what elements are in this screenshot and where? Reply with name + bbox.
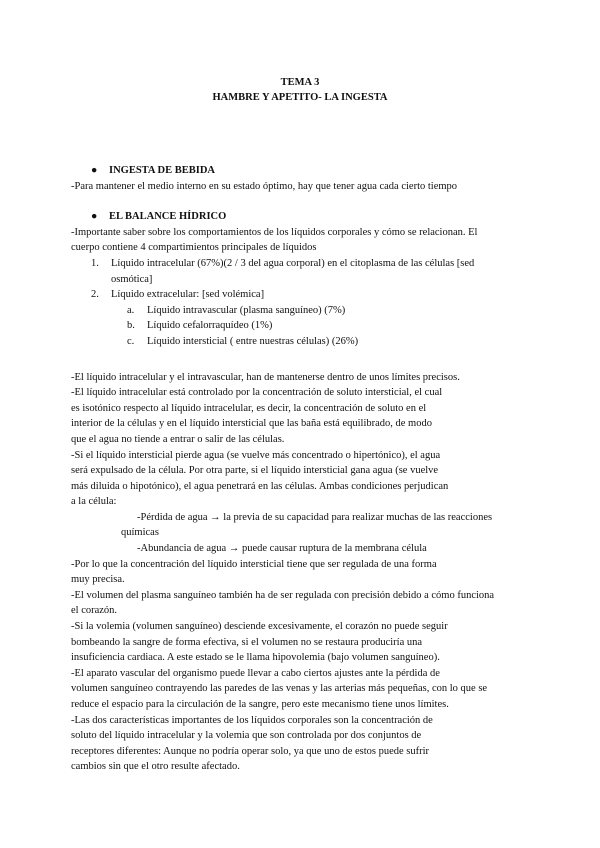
consequence-loss-continuation <box>71 525 531 541</box>
section-heading-balance <box>71 209 531 225</box>
body-line: muy precisa. <box>71 574 125 586</box>
body-line: volumen sanguíneo contrayendo las paredes de las venas y las arterias más pequeñas, con lo que se <box>71 683 488 695</box>
paragraph: -Importante saber sobre los comportamientos de los líquidos corporales y cómo se relacionan. El <box>71 226 478 238</box>
sub-item-text: Líquido intravascular (plasma sanguíneo) (7%) <box>147 304 346 316</box>
body-block-2 <box>71 557 531 775</box>
body-line: insuficiencia cardiaca. A este estado se le llama hipovolemia (bajo volumen sanguíneo). <box>71 652 440 664</box>
paragraph: cuerpo contiene 4 compartimientos principales de líquidos <box>71 242 317 254</box>
tema-label: TEMA 3 <box>280 77 320 88</box>
bullet-icon: ● <box>91 211 98 223</box>
section-heading-text: INGESTA DE BEBIDA <box>109 165 216 176</box>
body-line: -Si la volemia (volumen sanguíneo) desciende excesivamente, el corazón no puede seguir <box>71 621 448 633</box>
body-line: el corazón. <box>71 605 118 617</box>
item-text: Líquido intracelular (67%)(2 / 3 del agua corporal) en el citoplasma de las células [sed <box>111 257 475 269</box>
body-line: soluto del líquido intracelular y la volemia que son controlada por dos conjuntos de <box>71 730 422 742</box>
body-line: que el agua no tiende a entrar o salir de las células. <box>71 433 285 445</box>
item-number: 1. <box>91 257 99 269</box>
section-heading-ingesta <box>71 163 531 179</box>
title-block <box>0 75 600 105</box>
body-line: interior de la células y en el líquido intersticial que las baña está equilibrado, de modo <box>71 418 432 430</box>
body-line: -El volumen del plasma sanguíneo también ha de ser regulada con precisión debido a cómo funciona <box>71 589 495 601</box>
section-heading-text: EL BALANCE HÍDRICO <box>109 211 227 223</box>
body-block-1 <box>71 370 531 510</box>
sub-item-letter: c. <box>127 335 135 347</box>
consequence-excess <box>71 541 531 557</box>
body-line: -El líquido intracelular está controlado por la concentración de soluto intersticial, el cual <box>71 387 443 399</box>
body-line: más diluida o hipotónico), el agua penetrará en las células. Ambas condiciones perjudican <box>71 480 449 492</box>
document-body <box>71 163 531 775</box>
item-text: osmótica] <box>111 273 153 285</box>
body-line: bombeando la sangre de forma efectiva, si el volumen no se restaura produciría una <box>71 636 423 648</box>
consequence-loss <box>71 510 531 526</box>
body-line: -El líquido intracelular y el intravascular, han de mantenerse dentro de unos límites precisos. <box>71 371 460 383</box>
bullet-icon: ● <box>91 165 98 176</box>
body-line: -Por lo que la concentración del líquido intersticial tiene que ser regulada de una forma <box>71 558 437 570</box>
body-line: reduce el espacio para la circulación de la sangre, pero este mecanismo tiene unos límites. <box>71 699 449 710</box>
item-number: 2. <box>91 289 99 301</box>
body-line: -Si el líquido intersticial pierde agua (se vuelve más concentrado o hipertónico), el agua <box>71 449 441 461</box>
body-line: -Las dos características importantes de los líquidos corporales son la concentración de <box>71 714 433 726</box>
body-line: -Abundancia de agua → puede causar ruptura de la membrana célula <box>137 543 427 555</box>
sub-item <box>71 318 531 334</box>
body-line: cambios sin que el otro resulte afectado. <box>71 761 240 773</box>
sub-item <box>71 334 531 350</box>
sub-item-text: Líquido intersticial ( entre nuestras células) (26%) <box>147 335 359 347</box>
body-line: -El aparato vascular del organismo puede llevar a cabo ciertos ajustes ante la pérdida de <box>71 667 440 679</box>
paragraph: -Para mantener el medio interno en su estado óptimo, hay que tener agua cada cierto tiempo <box>71 180 458 192</box>
body-line: será expulsado de la célula. Por otra parte, si el líquido intersticial gana agua (se vuelve <box>71 465 439 477</box>
numbered-item <box>71 256 531 287</box>
body-line: -Pérdida de agua → la previa de su capacidad para realizar muchas de las reacciones <box>137 511 493 523</box>
page-title: HAMBRE Y APETITO- LA INGESTA <box>212 92 388 103</box>
sub-item-text: Líquido cefalorraquídeo (1%) <box>147 320 273 332</box>
body-line: químicas <box>121 527 159 539</box>
numbered-item <box>71 287 531 303</box>
body-line: receptores diferentes: Aunque no podría operar solo, ya que uno de estos puede sufrir <box>71 745 430 757</box>
sub-item <box>71 303 531 319</box>
body-line: a la célula: <box>71 496 117 508</box>
sub-item-letter: a. <box>127 304 135 316</box>
body-line: es isotónico respecto al líquido intracelular, es decir, la concentración de soluto en el <box>71 402 427 414</box>
sub-item-letter: b. <box>127 320 135 332</box>
item-text: Líquido extracelular: [sed volémica] <box>111 289 265 301</box>
